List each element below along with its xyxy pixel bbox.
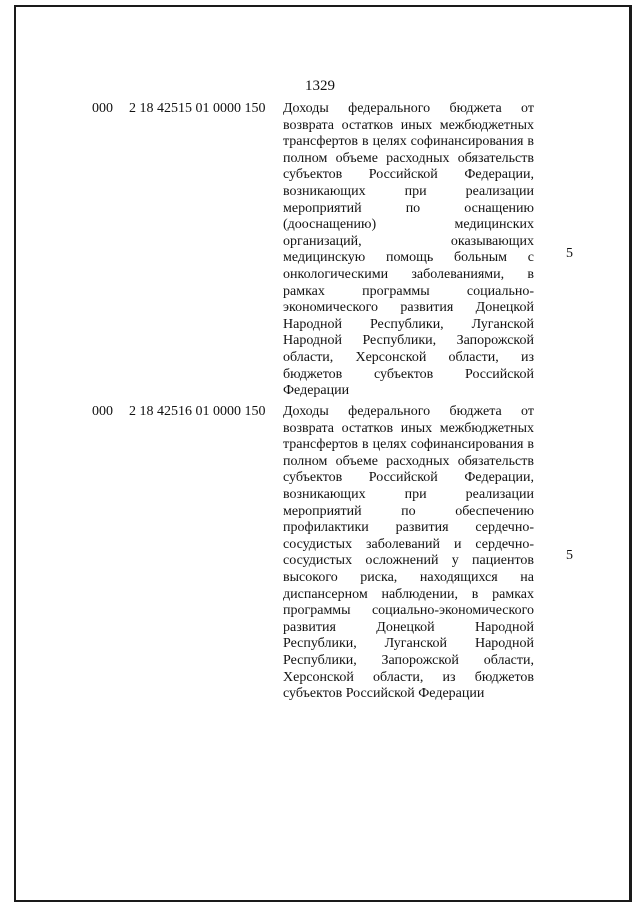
admin-code: 000 xyxy=(92,101,113,116)
admin-code: 000 xyxy=(92,404,113,419)
scan-border-top xyxy=(14,5,630,7)
budget-classification-code: 2 18 42516 01 0000 150 xyxy=(129,404,266,419)
page-number: 1329 xyxy=(305,78,335,94)
income-description: Доходы федерального бюджета от возврата остатков иных межбюджетных трансфертов в целях софинансирования в полном объеме расходных обязательств субъектов Российской Федерации, возникающих при реализации мероприятий по обеспечению профилактики развития сердечно-сосудистых заболеваний и сердечно-сосудистых осложнений у пациентов высокого риска, находящихся на диспансерном наблюдении, в рамках программы социально-экономического развития Донецкой Народной Республики, Луганской Народной Республики, Запорожской области, Херсонской области, из бюджетов субъектов Российской Федерации xyxy=(283,404,534,702)
scan-border-bottom xyxy=(14,900,632,902)
income-description: Доходы федерального бюджета от возврата остатков иных межбюджетных трансфертов в целях софинансирования в полном объеме расходных обязательств субъектов Российской Федерации, возникающих при реализации мероприятий по оснащению (дооснащению) медицинских организаций, оказывающих медицинскую помощь больным с онкологическими заболеваниями, в рамках программы социально-экономического развития Донецкой Народной Республики, Луганской Народной Республики, Запорожской области, Херсонской области, из бюджетов субъектов Российской Федерации xyxy=(283,101,534,399)
distribution-norm: 5 xyxy=(566,246,573,261)
budget-classification-code: 2 18 42515 01 0000 150 xyxy=(129,101,266,116)
distribution-norm: 5 xyxy=(566,548,573,563)
scan-border-right xyxy=(629,5,632,900)
scan-border-left xyxy=(14,5,16,900)
